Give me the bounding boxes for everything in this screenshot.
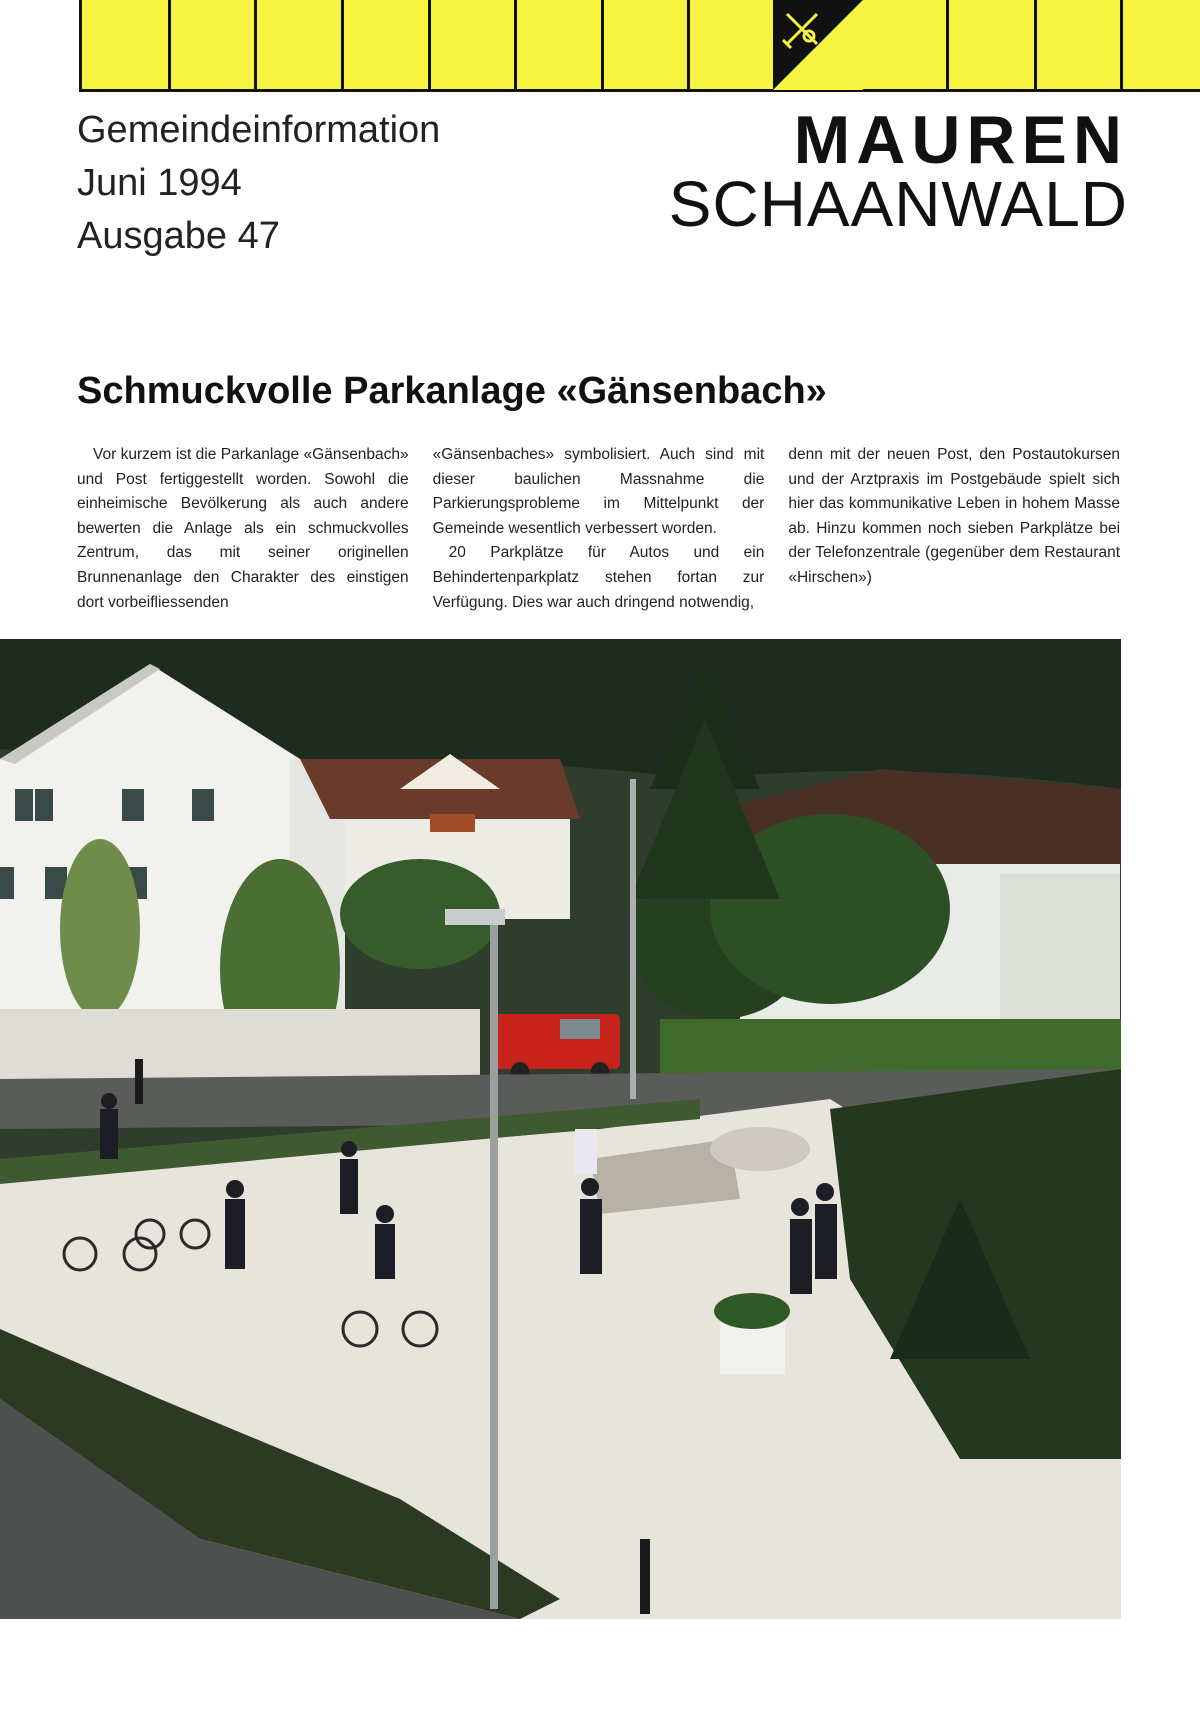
article-column-3 [788,443,1120,615]
masthead [668,102,1128,240]
article-column-2 [433,443,765,615]
publication-date: Juni 1994 [77,162,242,204]
issue-number: Ausgabe 47 [77,215,280,257]
park-scene-illustration [0,639,1121,1619]
band-cell [171,0,257,89]
park-photo [0,639,1121,1619]
masthead-schaanwald: SCHAANWALD [668,168,1128,240]
band-cell [344,0,431,89]
band-cell [690,0,777,89]
band-cell [517,0,604,89]
paragraph: Vor kurzem ist die Parkanlage «Gänsenbach» und Post fertiggestellt worden. Sowohl die einheimische Bevölkerung als auch andere bewerten die Anlage als ein schmuckvolles Zentrum, das mit seiner originellen Brunnenanlage den Charakter des einstigen dort vorbeifliessenden [77,446,409,611]
coat-of-arms-icon [773,0,863,90]
article-column-1 [77,443,409,615]
paragraph: 20 Parkplätze für Autos und ein Behindertenparkplatz stehen fortan zur Verfügung. Dies war auch dringend notwendig, [432,544,765,611]
band-cell [864,0,949,89]
edition-info [77,104,440,263]
band-cell [604,0,690,89]
band-cell [82,0,171,89]
article-body [77,443,1120,615]
band-cell [1037,0,1123,89]
publication-name: Gemeindeinformation [77,109,441,151]
masthead-mauren: MAUREN [793,102,1128,178]
band-cell [431,0,517,89]
paragraph: denn mit der neuen Post, den Postautokursen und der Arztpraxis im Postgebäude spielt sich hier das kommunikative Leben in hohem Masse ab. Hinzu kommen noch sieben Parkplätze bei der Telefonzentrale (gegenüber dem Restaurant «Hirschen») [788,446,1121,586]
article-headline: Schmuckvolle Parkanlage «Gänsenbach» [77,370,827,412]
yellow-header-band [79,0,1200,92]
band-cell [257,0,344,89]
paragraph: «Gänsenbaches» symbolisiert. Auch sind mit dieser baulichen Massnahme die Parkierungsprobleme im Mittelpunkt der Gemeinde wesentlich verbessert worden. [432,446,765,537]
band-cell [949,0,1037,89]
